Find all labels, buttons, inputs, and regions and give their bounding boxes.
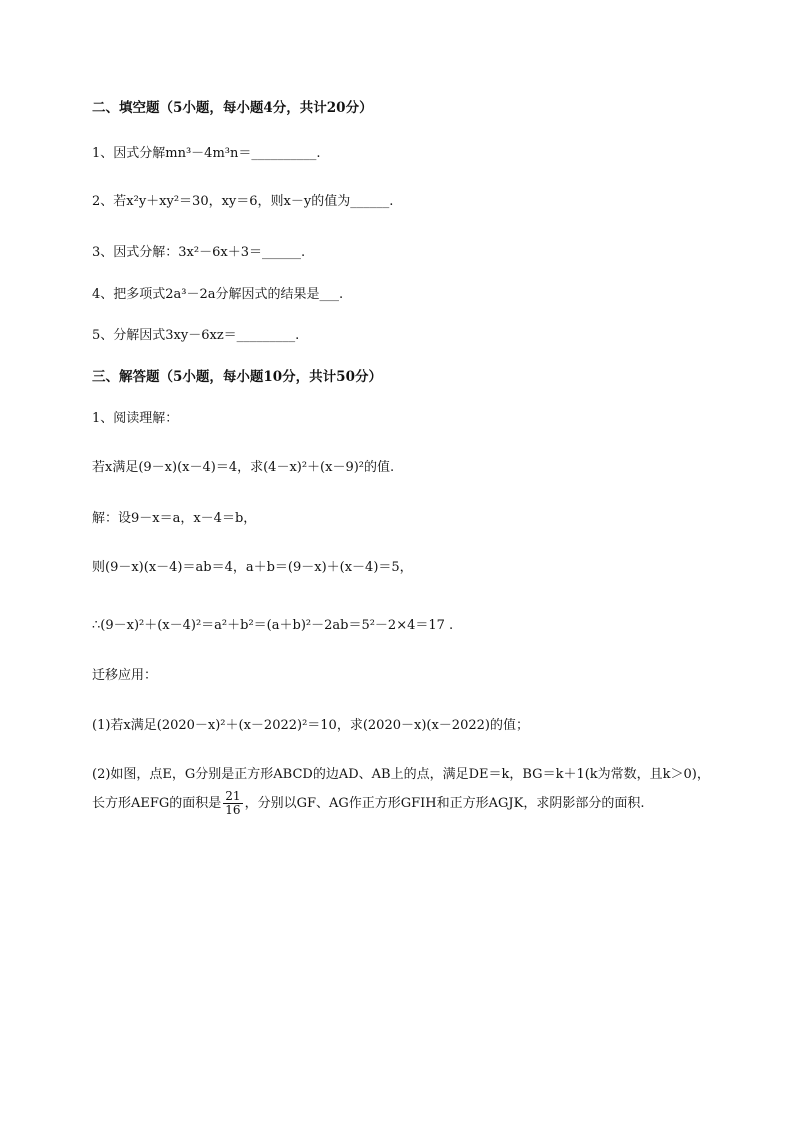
solution-line-3: ∴(9－x)²＋(x－4)²＝a²＋b²＝(a＋b)²－2ab＝5²－2×4＝17 .: [92, 618, 454, 633]
solution-line-2: 则(9－x)(x－4)＝ab＝4，a＋b＝(9－x)＋(x－4)＝5，: [92, 560, 413, 575]
question-1-title: 1、阅读理解：: [92, 411, 179, 426]
fill-question-2: 2、若x²y＋xy²＝30，xy＝6，则x－y的值为______.: [92, 194, 394, 209]
fraction-denominator: 16: [225, 803, 241, 817]
transfer-title: 迁移应用：: [92, 668, 158, 683]
fill-question-4: 4、把多项式2a³－2a分解因式的结果是___.: [92, 287, 344, 302]
part-1-question: (1)若x满足(2020－x)²＋(x－2022)²＝10，求(2020－x)(x－2022)的值；: [92, 718, 529, 733]
fraction-numerator: 21: [225, 789, 241, 803]
fill-question-3: 3、因式分解：3x²－6x＋3＝______.: [92, 245, 306, 260]
section-3-heading: 三、解答题（5小题，每小题10分，共计50分）: [92, 369, 382, 385]
part-2-question: [92, 760, 712, 818]
solution-line-1: 解：设9－x＝a，x－4＝b，: [92, 511, 257, 526]
question-1-problem: 若x满足(9－x)(x－4)＝4，求(4－x)²＋(x－9)²的值.: [92, 460, 395, 475]
section-2-heading: 二、填空题（5小题，每小题4分，共计20分）: [92, 100, 373, 116]
part-2-text-start: (2)如图，点E，G分别是正方形ABCD的边AD、AB上的点，满足DE＝k，BG＝k＋1(k为常数，且k＞0)，长方形AEFG的面积是: [92, 767, 710, 811]
fill-question-5: 5、分解因式3xy－6xz＝_________.: [92, 328, 300, 343]
fill-question-1: 1、因式分解mn³－4m³n＝__________.: [92, 146, 321, 161]
part-2-text-end: ，分别以GF、AG作正方形GFIH和正方形AGJK，求阴影部分的面积.: [244, 796, 645, 811]
area-fraction: [223, 790, 242, 817]
